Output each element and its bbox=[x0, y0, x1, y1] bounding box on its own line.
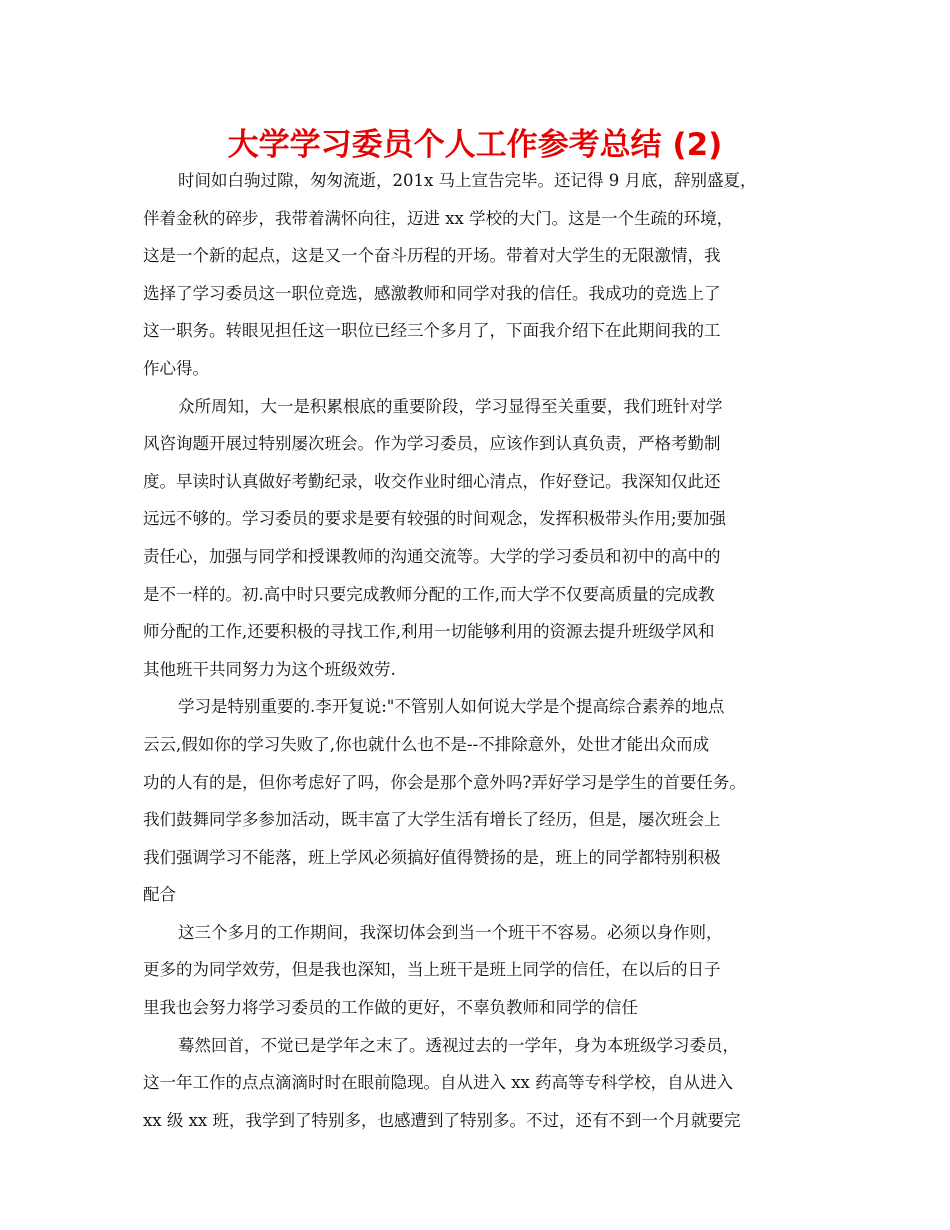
text-line: 配合 bbox=[143, 885, 176, 905]
text-line: 度。早读时认真做好考勤纪录，收交作业时细心清点，作好登记。我深知仅此还 bbox=[143, 471, 721, 491]
text-line: 更多的为同学效劳，但是我也深知，当上班干是班上同学的信任，在以后的日子 bbox=[143, 960, 721, 980]
text-line: 选择了学习委员这一职位竞选，感激教师和同学对我的信任。我成功的竞选上了 bbox=[143, 283, 721, 303]
text-line: 学习是特别重要的.李开复说:"不管别人如何说大学是个提高综合素养的地点 bbox=[178, 697, 725, 717]
text-line: 我们强调学习不能落，班上学风必须搞好值得赞扬的是，班上的同学都特别积极 bbox=[143, 847, 721, 867]
text-line: 责任心，加强与同学和授课教师的沟通交流等。大学的学习委员和初中的高中的 bbox=[143, 546, 721, 566]
text-line: 风咨询题开展过特别屡次班会。作为学习委员，应该作到认真负责，严格考勤制 bbox=[143, 434, 721, 454]
text-line: 功的人有的是，但你考虑好了吗，你会是那个意外吗?弄好学习是学生的首要任务。 bbox=[143, 772, 746, 792]
text-line: 这一职务。转眼见担任这一职位已经三个多月了，下面我介绍下在此期间我的工 bbox=[143, 321, 721, 341]
text-line: 伴着金秋的碎步，我带着满怀向往，迈进 xx 学校的大门。这是一个生疏的环境， bbox=[143, 208, 734, 228]
text-line: 师分配的工作,还要积极的寻找工作,利用一切能够利用的资源去提升班级学风和 bbox=[143, 622, 715, 642]
text-line: 这一年工作的点点滴滴时时在眼前隐现。自从进入 xx 药高等专科学校，自从进入 bbox=[143, 1073, 734, 1093]
text-line: xx 级 xx 班，我学到了特别多，也感遭到了特别多。不过，还有不到一个月就要完 bbox=[143, 1110, 741, 1130]
text-line: 里我也会努力将学习委员的工作做的更好，不辜负教师和同学的信任 bbox=[143, 998, 638, 1018]
text-line: 作心得。 bbox=[143, 358, 209, 378]
text-line: 远远不够的。学习委员的要求是要有较强的时间观念，发挥积极带头作用;要加强 bbox=[143, 509, 727, 529]
text-line: 蓦然回首，不觉已是学年之末了。透视过去的一学年，身为本班级学习委员， bbox=[178, 1035, 739, 1055]
text-line: 其他班干共同努力为这个班级效劳. bbox=[143, 659, 396, 679]
document-body bbox=[143, 162, 813, 1139]
text-line: 这三个多月的工作期间，我深切体会到当一个班干不容易。必须以身作则， bbox=[178, 922, 723, 942]
document-title: 大学学习委员个人工作参考总结 (2) bbox=[227, 127, 723, 163]
text-line: 这是一个新的起点，这是又一个奋斗历程的开场。带着对大学生的无限激情，我 bbox=[143, 246, 721, 266]
text-line: 时间如白驹过隙，匆匆流逝，201x 马上宣告完毕。还记得 9 月底，辞别盛夏， bbox=[178, 171, 757, 190]
text-line: 是不一样的。初.高中时只要完成教师分配的工作,而大学不仅要高质量的完成教 bbox=[143, 584, 715, 604]
text-line: 云云,假如你的学习失败了,你也就什么也不是--不排除意外，处世才能出众而成 bbox=[143, 734, 710, 754]
text-line: 我们鼓舞同学多参加活动，既丰富了大学生活有增长了经历，但是，屡次班会上 bbox=[143, 810, 721, 830]
text-line: 众所周知，大一是积累根底的重要阶段，学习显得至关重要，我们班针对学 bbox=[178, 396, 723, 416]
